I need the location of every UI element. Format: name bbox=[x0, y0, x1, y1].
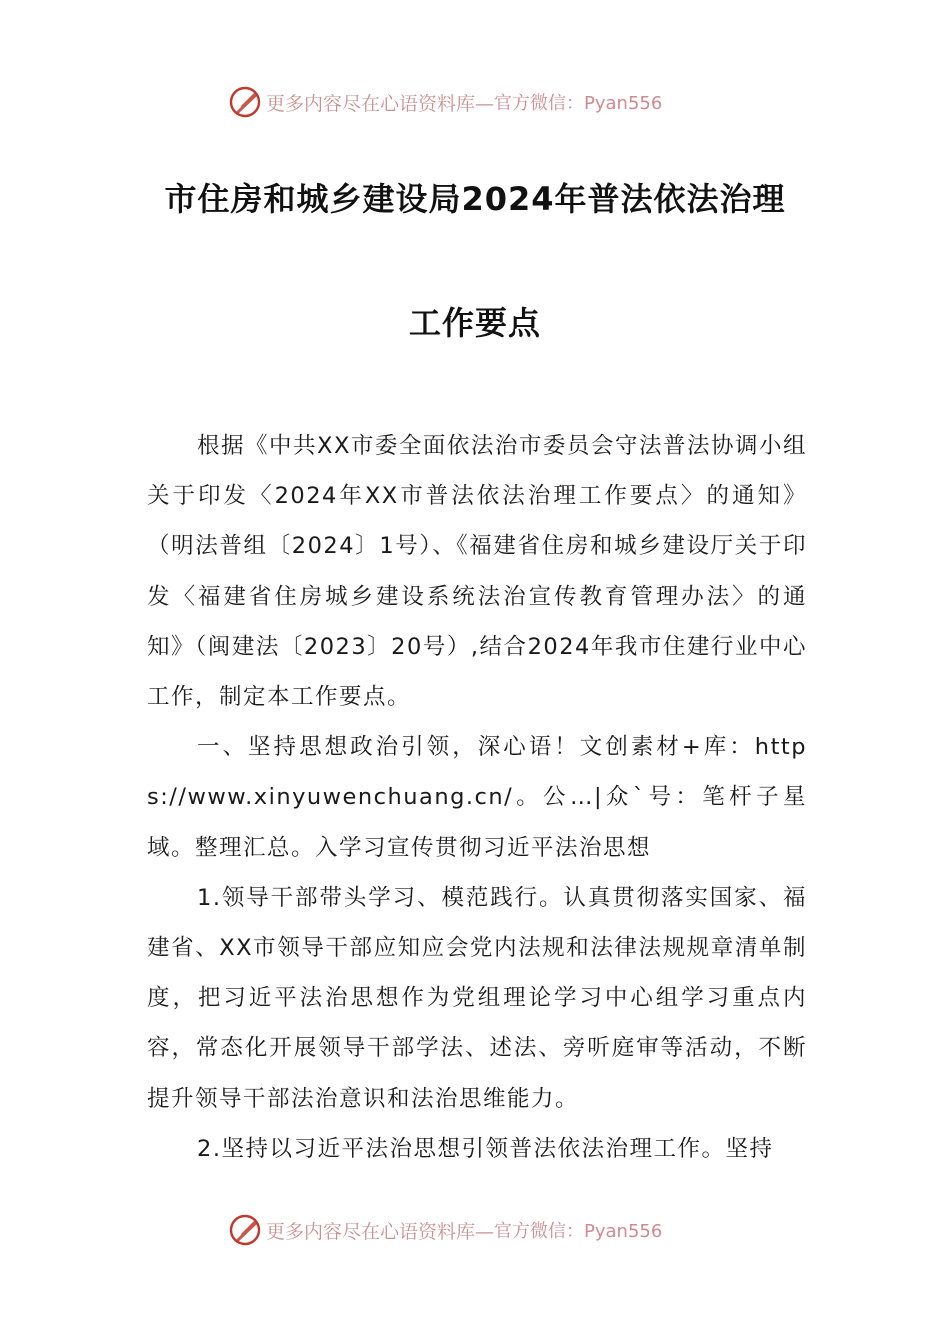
watermark-text: 更多内容尽在心语资料库— bbox=[266, 92, 495, 115]
watermark-wechat: 官方微信：Pyan556 bbox=[494, 93, 663, 114]
paragraph-section-1: 一、坚持思想政治引领，深心语！文创素材+库：https://www.xinyuwenchuang.cn/。公…|众`号：笔杆子星域。整理汇总。入学习宣传贯彻习近平法治思想 bbox=[147, 734, 807, 861]
watermark-text: 更多内容尽在心语资料库— bbox=[266, 1220, 495, 1243]
paragraph-intro: 根据《中共XX市委全面依法治市委员会守法普法协调小组关于印发〈2024年XX市普法依法治理工作要点〉的通知》（明法普组〔2024〕1号）、《福建省住房和城乡建设厅关于印发〈福建省住房城乡建设系统法治宣传教育管理办法〉的通知》（闽建法〔2023〕20号）,结合2024年我市住建行业中心工作，制定本工作要点。 bbox=[147, 433, 807, 711]
watermark-banner-bottom bbox=[228, 1212, 748, 1248]
document-title-line1: 市住房和城乡建设局2024年普法依法治理 bbox=[164, 180, 786, 218]
document-title-line2: 工作要点 bbox=[408, 304, 541, 342]
document-body bbox=[147, 421, 807, 1174]
paragraph-item-1: 1.领导干部带头学习、模范践行。认真贯彻落实国家、福建省、XX市领导干部应知应会党内法规和法律法规规章清单制度，把习近平法治思想作为党组理论学习中心组学习重点内容，常态化开展领导干部学法、述法、旁听庭审等活动，不断提升领导干部法治意识和法治思维能力。 bbox=[147, 884, 807, 1112]
watermark-wechat: 官方微信：Pyan556 bbox=[494, 1221, 663, 1242]
paragraph-item-2: 2.坚持以习近平法治思想引领普法依法治理工作。坚持 bbox=[197, 1135, 774, 1162]
quill-logo-icon bbox=[228, 85, 262, 119]
watermark-banner-top bbox=[228, 84, 748, 120]
quill-logo-icon bbox=[228, 1213, 262, 1247]
